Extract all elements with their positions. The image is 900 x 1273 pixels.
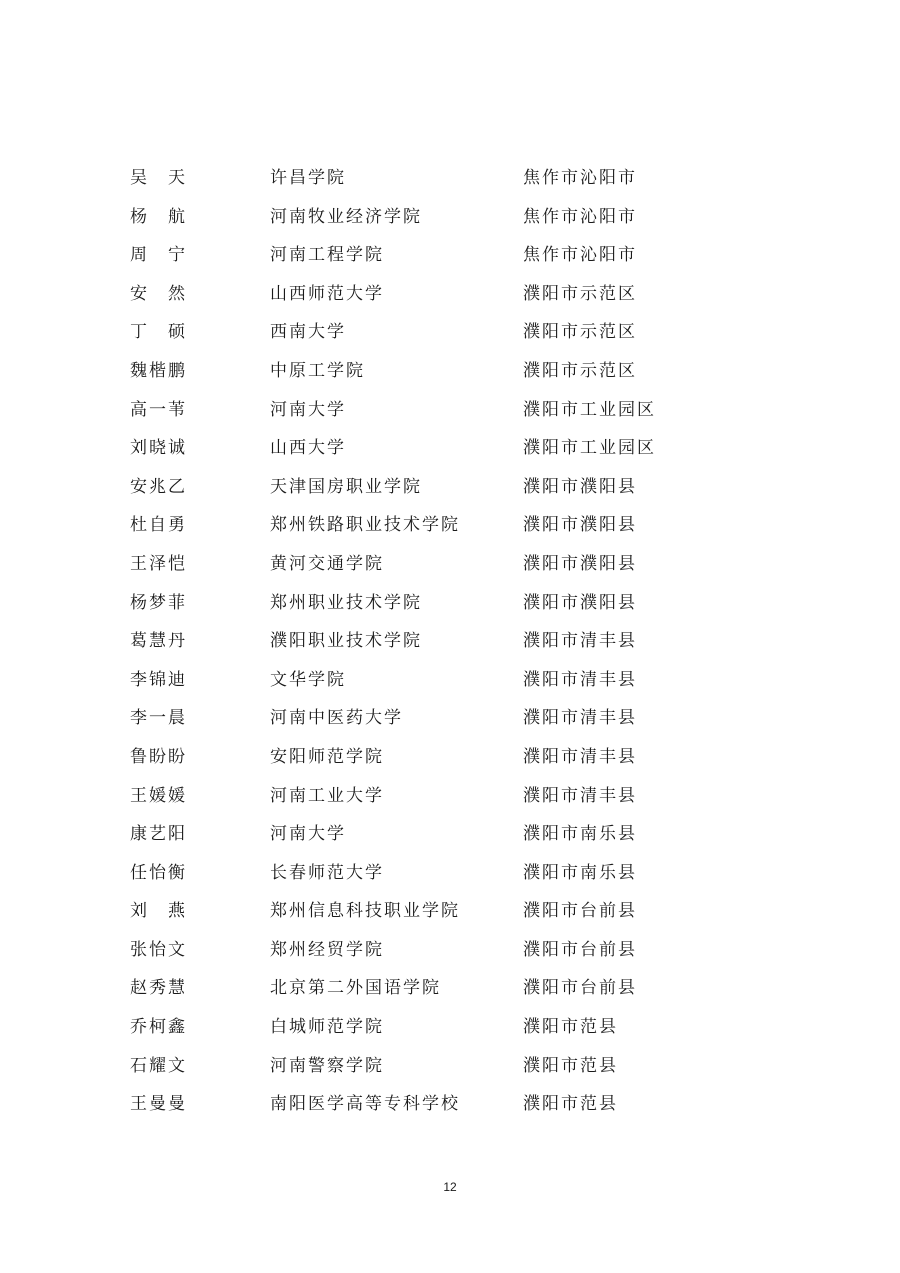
- person-name: 葛慧丹: [130, 631, 187, 652]
- list-item: [130, 936, 770, 975]
- region-name: 濮阳市濮阳县: [523, 476, 637, 497]
- person-name: 石耀文: [130, 1055, 187, 1076]
- school-name: 河南中医药大学: [270, 708, 403, 729]
- list-item: [130, 820, 770, 859]
- list-item: [130, 241, 770, 280]
- school-name: 河南工程学院: [270, 245, 384, 266]
- person-name: 安兆乙: [130, 476, 187, 497]
- school-name: 河南牧业经济学院: [270, 206, 422, 227]
- person-name: 吴 天: [130, 168, 187, 188]
- school-name: 天津国房职业学院: [270, 476, 422, 497]
- region-name: 焦作市沁阳市: [523, 168, 637, 188]
- school-name: 白城师范学院: [270, 1017, 384, 1038]
- person-name: 鲁盼盼: [130, 746, 187, 767]
- list-item: [130, 473, 770, 512]
- list-item: [130, 859, 770, 898]
- person-name: 张怡文: [130, 939, 187, 960]
- person-name: 杨梦菲: [130, 592, 187, 613]
- person-name: 魏楷鹏: [130, 360, 187, 381]
- person-name: 李一晨: [130, 708, 187, 729]
- school-name: 黄河交通学院: [270, 553, 384, 574]
- school-name: 河南大学: [270, 399, 346, 420]
- region-name: 焦作市沁阳市: [523, 245, 637, 266]
- page-number: 12: [443, 1180, 457, 1194]
- region-name: 濮阳市南乐县: [523, 862, 637, 883]
- person-name: 李锦迪: [130, 669, 187, 690]
- school-name: 中原工学院: [270, 360, 365, 381]
- region-name: 濮阳市示范区: [523, 360, 637, 381]
- school-name: 西南大学: [270, 322, 346, 343]
- region-name: 濮阳市清丰县: [523, 746, 637, 767]
- list-item: [130, 318, 770, 357]
- person-name: 任怡衡: [130, 862, 187, 883]
- school-name: 濮阳职业技术学院: [270, 631, 422, 652]
- school-name: 山西师范大学: [270, 283, 384, 304]
- region-name: 濮阳市台前县: [523, 901, 637, 922]
- region-name: 濮阳市南乐县: [523, 824, 637, 845]
- person-name: 康艺阳: [130, 824, 187, 845]
- region-name: 濮阳市范县: [523, 1055, 618, 1076]
- person-name: 刘 燕: [130, 901, 187, 922]
- region-name: 濮阳市工业园区: [523, 399, 656, 420]
- region-name: 濮阳市清丰县: [523, 708, 637, 729]
- region-name: 濮阳市范县: [523, 1094, 618, 1115]
- region-name: 焦作市沁阳市: [523, 206, 637, 227]
- region-name: 濮阳市范县: [523, 1017, 618, 1038]
- school-name: 郑州经贸学院: [270, 939, 384, 960]
- list-item: [130, 511, 770, 550]
- school-name: 北京第二外国语学院: [270, 978, 441, 999]
- person-name: 刘晓诚: [130, 438, 187, 459]
- list-item: [130, 164, 770, 203]
- list-item: [130, 1090, 770, 1129]
- list-item: [130, 357, 770, 396]
- region-name: 濮阳市工业园区: [523, 438, 656, 459]
- list-item: [130, 203, 770, 242]
- person-name: 周 宁: [130, 245, 187, 266]
- person-name: 王曼曼: [130, 1094, 187, 1115]
- school-name: 安阳师范学院: [270, 746, 384, 767]
- list-item: [130, 782, 770, 821]
- person-name: 杜自勇: [130, 515, 187, 536]
- school-name: 郑州信息科技职业学院: [270, 901, 460, 922]
- region-name: 濮阳市示范区: [523, 322, 637, 343]
- region-name: 濮阳市示范区: [523, 283, 637, 304]
- list-item: [130, 743, 770, 782]
- list-item: [130, 1013, 770, 1052]
- list-item: [130, 974, 770, 1013]
- list-item: [130, 589, 770, 628]
- person-name: 丁 硕: [130, 322, 187, 343]
- person-name: 安 然: [130, 283, 187, 304]
- region-name: 濮阳市濮阳县: [523, 553, 637, 574]
- list-item: [130, 666, 770, 705]
- list-item: [130, 280, 770, 319]
- list-item: [130, 1052, 770, 1091]
- school-name: 文华学院: [270, 669, 346, 690]
- region-name: 濮阳市清丰县: [523, 669, 637, 690]
- region-name: 濮阳市台前县: [523, 939, 637, 960]
- school-name: 许昌学院: [270, 168, 346, 188]
- school-name: 郑州职业技术学院: [270, 592, 422, 613]
- list-item: [130, 434, 770, 473]
- school-name: 山西大学: [270, 438, 346, 459]
- person-name: 乔柯鑫: [130, 1017, 187, 1038]
- school-name: 南阳医学高等专科学校: [270, 1094, 460, 1115]
- person-name: 杨 航: [130, 206, 187, 227]
- person-name: 王媛媛: [130, 785, 187, 806]
- school-name: 长春师范大学: [270, 862, 384, 883]
- region-name: 濮阳市清丰县: [523, 785, 637, 806]
- school-name: 河南工业大学: [270, 785, 384, 806]
- roster-list: [130, 164, 770, 1129]
- list-item: [130, 550, 770, 589]
- region-name: 濮阳市濮阳县: [523, 592, 637, 613]
- school-name: 郑州铁路职业技术学院: [270, 515, 460, 536]
- person-name: 王泽恺: [130, 553, 187, 574]
- list-item: [130, 897, 770, 936]
- list-item: [130, 704, 770, 743]
- person-name: 高一苇: [130, 399, 187, 420]
- list-item: [130, 627, 770, 666]
- school-name: 河南大学: [270, 824, 346, 845]
- school-name: 河南警察学院: [270, 1055, 384, 1076]
- region-name: 濮阳市清丰县: [523, 631, 637, 652]
- region-name: 濮阳市濮阳县: [523, 515, 637, 536]
- region-name: 濮阳市台前县: [523, 978, 637, 999]
- list-item: [130, 396, 770, 435]
- person-name: 赵秀慧: [130, 978, 187, 999]
